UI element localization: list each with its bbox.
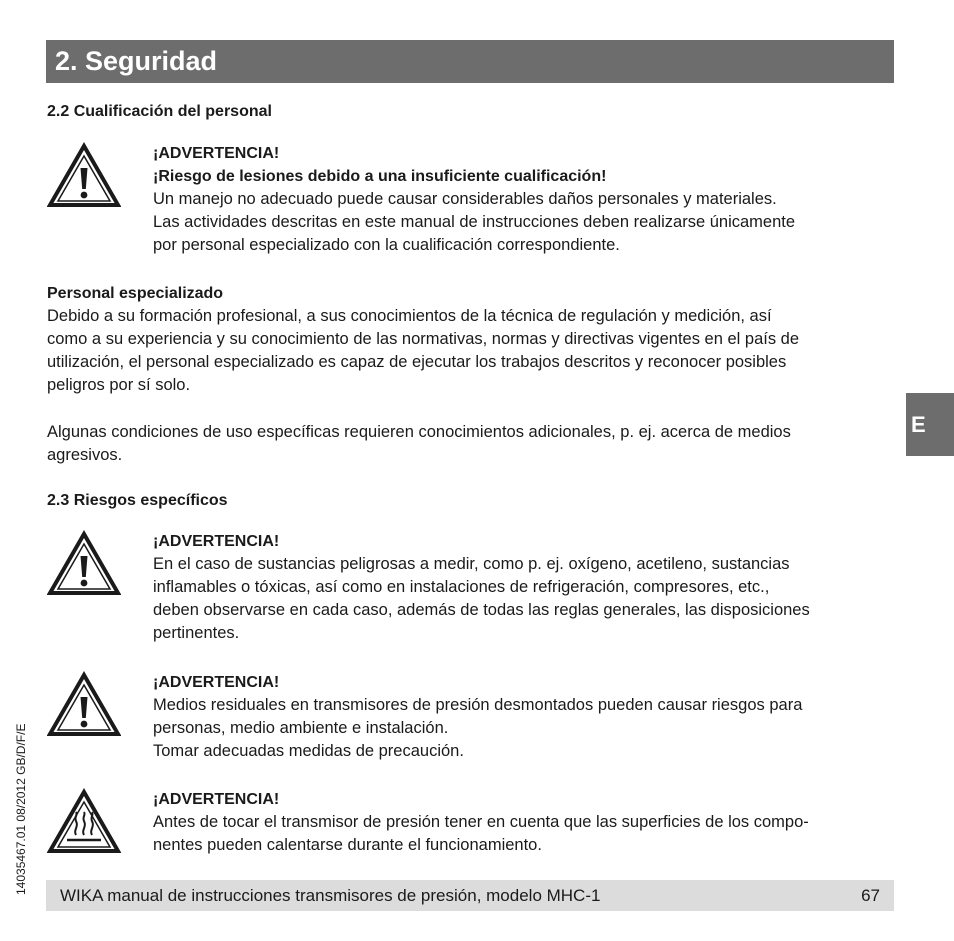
warning-title: ¡ADVERTENCIA!: [153, 791, 280, 808]
section-heading-2-3: 2.3 Riesgos específicos: [47, 492, 228, 509]
document-code: 14035467.01 08/2012 GB/D/F/E: [14, 723, 28, 895]
hot-surface-warning-icon: [47, 788, 121, 854]
warning-line: nentes pueden calentarse durante el funcionamiento.: [153, 836, 542, 854]
conditions-paragraph: [47, 421, 892, 467]
paragraph-line: Algunas condiciones de uso específicas requieren conocimientos adicionales, p. ej. acerca de medios: [47, 423, 791, 441]
warning-subtitle: ¡Riesgo de lesiones debido a una insuficiente cualificación!: [153, 168, 607, 185]
warning-line: Medios residuales en transmisores de presión desmontados pueden causar riesgos para: [153, 696, 803, 714]
paragraph-line: peligros por sí solo.: [47, 376, 191, 394]
warning-text: [153, 142, 897, 257]
paragraph-line: agresivos.: [47, 446, 123, 464]
section-title-bar: [46, 40, 894, 83]
warning-line: personas, medio ambiente e instalación.: [153, 719, 449, 737]
warning-line: Las actividades descritas en este manual de instrucciones deben realizarse únicamente: [153, 213, 796, 231]
warning-line: inflamables o tóxicas, así como en instalaciones de refrigeración, compresores, etc.,: [153, 578, 770, 596]
warning-triangle-icon: [47, 530, 121, 596]
paragraph-line: Debido a su formación profesional, a sus conocimientos de la técnica de regulación y medición, así: [47, 307, 772, 325]
section-heading-2-2: 2.2 Cualificación del personal: [47, 103, 272, 120]
warning-triangle-icon: [47, 142, 121, 208]
warning-line: por personal especializado con la cualificación correspondiente.: [153, 236, 620, 254]
warning-line: Un manejo no adecuado puede causar considerables daños personales y materiales.: [153, 190, 777, 208]
warning-title: ¡ADVERTENCIA!: [153, 674, 280, 691]
warning-title: ¡ADVERTENCIA!: [153, 533, 280, 550]
personal-heading: Personal especializado: [47, 285, 224, 302]
page-number: 67: [861, 886, 880, 905]
warning-text: [153, 788, 897, 857]
personal-paragraph: [47, 282, 892, 397]
warning-line: Tomar adecuadas medidas de precaución.: [153, 742, 464, 760]
warning-triangle-icon: [47, 671, 121, 737]
warning-line: Antes de tocar el transmisor de presión tener en cuenta que las superficies de los compo-: [153, 813, 809, 831]
warning-line: deben observarse en cada caso, además de todas las reglas generales, las disposiciones: [153, 601, 810, 619]
warning-title: ¡ADVERTENCIA!: [153, 145, 280, 162]
warning-line: pertinentes.: [153, 624, 240, 642]
paragraph-line: utilización, el personal especializado es capaz de ejecutar los trabajos descritos y reconocer posibles: [47, 353, 787, 371]
warning-text: [153, 671, 897, 763]
footer-bar: [46, 880, 894, 911]
language-tab: [906, 393, 954, 456]
page-title: 2. Seguridad: [55, 46, 218, 76]
footer-text: WIKA manual de instrucciones transmisores de presión, modelo MHC-1: [60, 886, 601, 905]
warning-line: En el caso de sustancias peligrosas a medir, como p. ej. oxígeno, acetileno, sustancias: [153, 555, 790, 573]
language-tab-label: E: [911, 412, 926, 437]
paragraph-line: como a su experiencia y su conocimiento de las normativas, normas y directivas vigentes en el país de: [47, 330, 800, 348]
warning-text: [153, 530, 897, 645]
